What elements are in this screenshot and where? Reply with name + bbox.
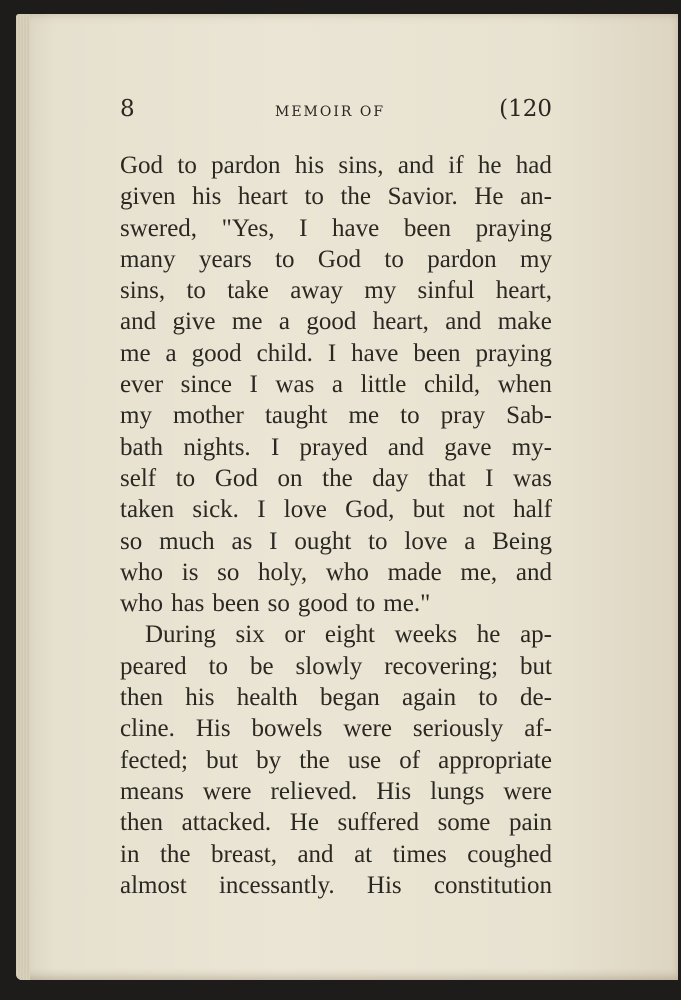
- text-line: my mother taught me to pray Sab-: [120, 402, 552, 430]
- text-line: in the breast, and at times coughed: [120, 840, 552, 868]
- text-line: During six or eight weeks he ap-: [145, 621, 552, 649]
- text-line: almost incessantly. His constitution: [120, 871, 552, 899]
- text-line: then attacked. He suffered some pain: [120, 809, 552, 837]
- body-text: [120, 150, 552, 901]
- text-line: bath nights. I prayed and gave my-: [120, 433, 552, 461]
- text-line: sins, to take away my sinful heart,: [120, 277, 552, 305]
- text-line: who is so holy, who made me, and: [120, 558, 552, 586]
- text-line: peared to be slowly recovering; but: [120, 652, 552, 680]
- text-line: who has been so good to me.": [120, 590, 431, 618]
- text-line: ever since I was a little child, when: [120, 371, 552, 399]
- text-line: God to pardon his sins, and if he had: [120, 152, 552, 179]
- page-header: [120, 96, 552, 130]
- text-line: and give me a good heart, and make: [120, 308, 552, 336]
- text-line: swered, "Yes, I have been praying: [120, 214, 552, 242]
- text-line: so much as I ought to love a Being: [120, 527, 552, 555]
- text-line: taken sick. I love God, but not half: [120, 496, 552, 524]
- text-line: fected; but by the use of appropriate: [120, 746, 552, 774]
- text-line: then his health began again to de-: [120, 684, 552, 712]
- section-reference: (120: [499, 96, 552, 122]
- running-title: MEMOIR OF: [275, 104, 386, 120]
- page-edge: [16, 14, 30, 980]
- text-line: cline. His bowels were seriously af-: [120, 715, 552, 743]
- page-number: 8: [120, 96, 135, 122]
- text-line: self to God on the day that I was: [120, 464, 552, 492]
- text-line: means were relieved. His lungs were: [120, 777, 552, 805]
- text-line: given his heart to the Savior. He an-: [120, 183, 552, 211]
- text-line: many years to God to pardon my: [120, 245, 552, 273]
- text-line: me a good child. I have been praying: [120, 339, 552, 367]
